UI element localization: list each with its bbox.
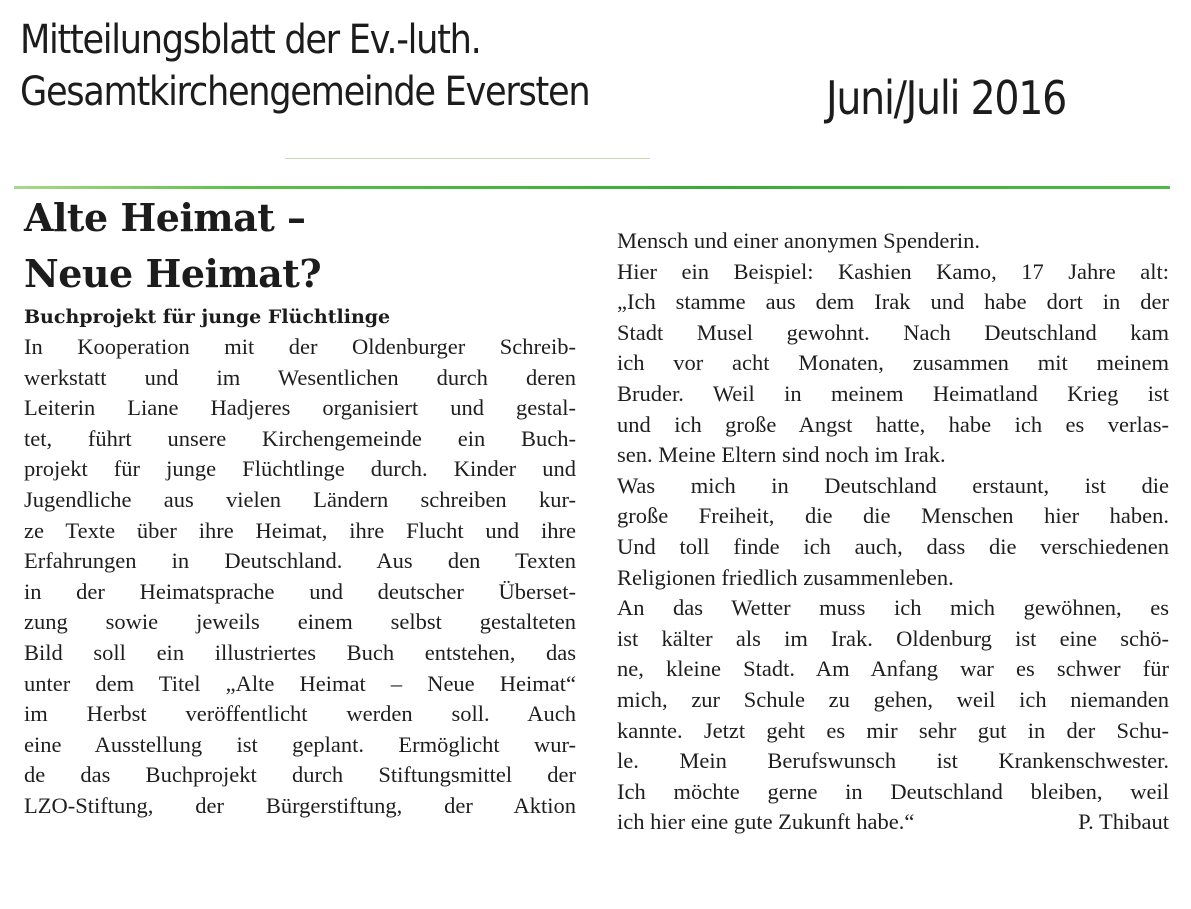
text-line: An das Wetter muss ich mich gewöhnen, es [617,595,1169,621]
headline-line: Neue Heimat? [24,251,322,296]
newsletter-title-line-1: Mitteilungsblatt der Ev.-luth. [20,17,481,63]
text-line: werkstatt und im Wesentlichen durch deren [24,364,576,390]
text-line: mich, zur Schule zu gehen, weil ich niemanden [617,686,1169,712]
green-divider [14,186,1170,189]
text-line: eine Ausstellung ist geplant. Ermöglicht wur- [24,731,576,757]
right-column [617,226,1169,838]
thin-divider [285,158,650,159]
text-line: ich hier eine gute Zukunft habe.“ [617,809,915,835]
text-line: unter dem Titel „Alte Heimat – Neue Heimat“ [24,670,576,696]
text-line: In Kooperation mit der Oldenburger Schreib- [24,334,576,359]
text-line: ze Texte über ihre Heimat, ihre Flucht und ihre [24,517,576,543]
text-line: Stadt Musel gewohnt. Nach Deutschland kam [617,319,1169,345]
text-line: Bruder. Weil in meinem Heimatland Krieg ist [617,380,1169,406]
article-headline [24,190,576,302]
text-line: sen. Meine Eltern sind noch im Irak. [617,442,946,468]
text-line: ist kälter als im Irak. Oldenburg ist eine schö- [617,625,1169,651]
text-line: und ich große Angst hatte, habe ich es verlas- [617,411,1169,437]
text-line: große Freiheit, die die Menschen hier haben. [617,503,1169,529]
text-line: Bild soll ein illustriertes Buch entstehen, das [24,639,576,665]
text-line: ne, kleine Stadt. Am Anfang war es schwer für [617,656,1169,682]
text-line: „Ich stamme aus dem Irak und habe dort in der [617,289,1169,315]
text-line: Mensch und einer anonymen Spenderin. [617,228,981,253]
text-line: Erfahrungen in Deutschland. Aus den Texten [24,548,576,574]
right-column-text [617,226,1169,838]
author-signature: P. Thibaut [1078,809,1169,835]
article-subheadline: Buchprojekt für junge Flüchtlinge [24,306,391,328]
text-line: zung sowie jeweils einem selbst gestalteten [24,609,576,635]
headline-line: Alte Heimat – [24,195,306,240]
text-line: Religionen friedlich zusammenleben. [617,564,954,590]
issue-date: Juni/Juli 2016 [826,71,1067,125]
newsletter-title [20,14,589,118]
text-line: de das Buchprojekt durch Stiftungsmittel der [24,762,576,788]
text-line: Hier ein Beispiel: Kashien Kamo, 17 Jahre alt: [617,258,1169,284]
text-line: LZO-Stiftung, der Bürgerstiftung, der Aktion [24,792,576,818]
text-line: kannte. Jetzt geht es mir sehr gut in der Schu- [617,717,1169,743]
masthead [0,0,1191,200]
text-line: in der Heimatsprache und deutscher Überset- [24,578,576,604]
text-line: projekt für junge Flüchtlinge durch. Kinder und [24,456,576,482]
text-line: Was mich in Deutschland erstaunt, ist die [617,472,1169,498]
text-line: ich vor acht Monaten, zusammen mit meinem [617,350,1169,376]
left-column-text [24,332,576,822]
final-line [617,807,1169,838]
text-line: Ich möchte gerne in Deutschland bleiben, weil [617,778,1169,804]
text-line: le. Mein Berufswunsch ist Krankenschwester. [617,748,1169,774]
text-line: im Herbst veröffentlicht werden soll. Auch [24,701,576,727]
text-line: Jugendliche aus vielen Ländern schreiben kur- [24,486,576,512]
text-line: Leiterin Liane Hadjeres organisiert und gestal- [24,395,576,421]
newsletter-title-line-2: Gesamtkirchengemeinde Eversten [20,69,590,115]
text-line: Und toll finde ich auch, dass die verschiedenen [617,533,1169,559]
text-line: tet, führt unsere Kirchengemeinde ein Buch- [24,425,576,451]
left-column [24,190,576,822]
